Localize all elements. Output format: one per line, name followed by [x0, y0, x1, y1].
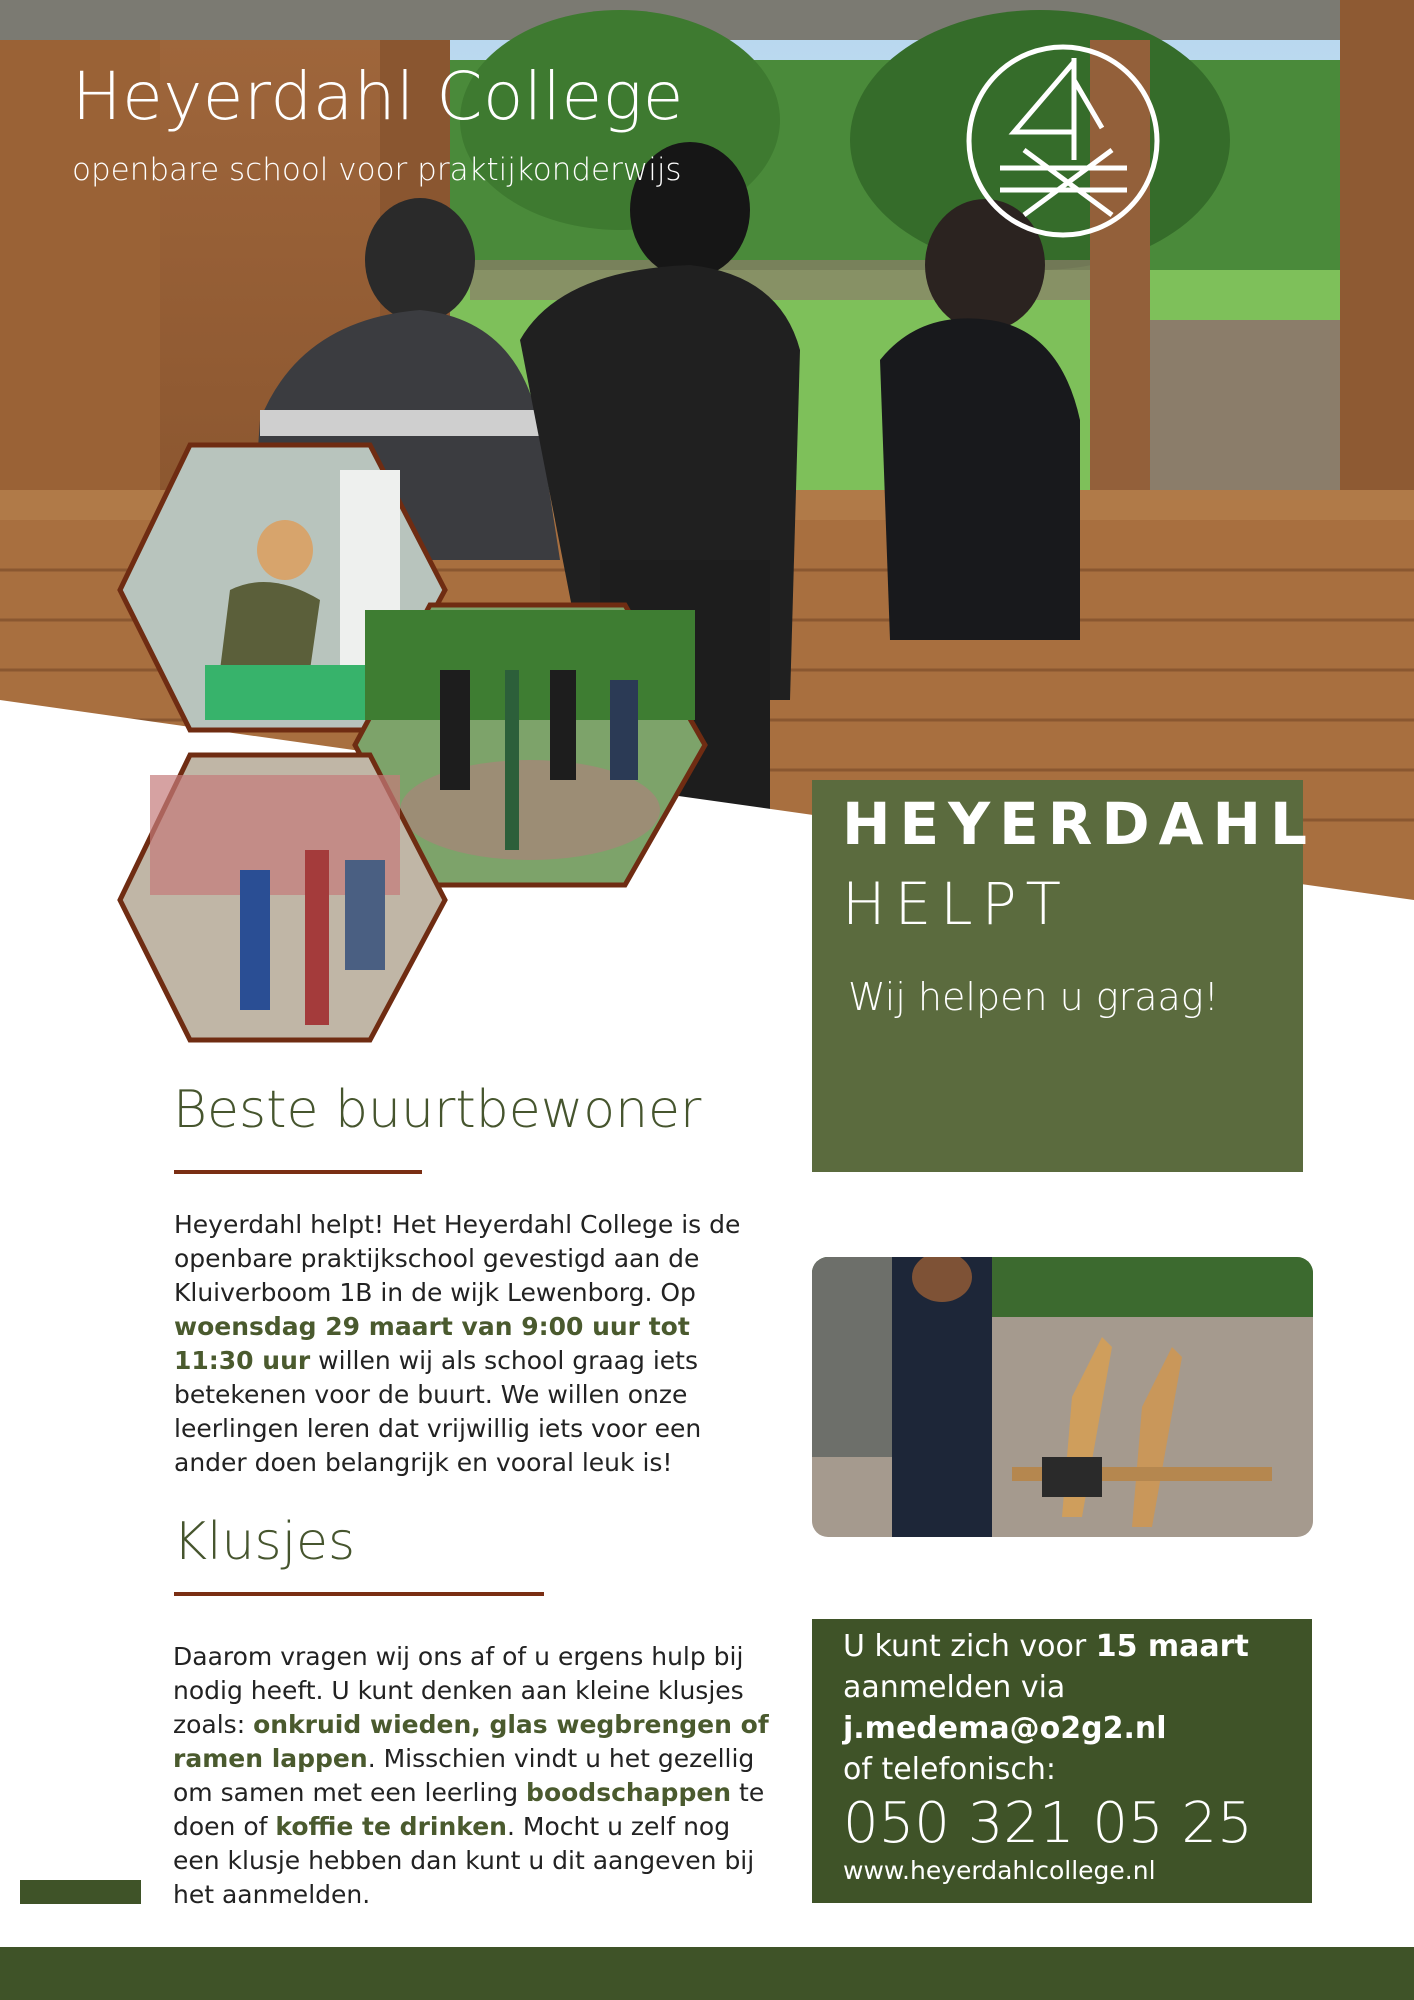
intro-heading: Beste buurtbewoner — [173, 1080, 702, 1140]
woodwork-photo — [812, 1257, 1313, 1537]
panel-tagline: Wij helpen u graag! — [848, 975, 1219, 1019]
klusjes-highlight-1: onkruid wieden, glas wegbrengen of ramen lappen — [173, 1710, 769, 1773]
footer-bar — [0, 1947, 1414, 2000]
klusjes-highlight-3: koffie te drinken — [275, 1812, 507, 1841]
hexagon-collage — [110, 430, 730, 1050]
intro-rule — [174, 1170, 422, 1174]
contact-line4: of telefonisch: — [843, 1752, 1056, 1787]
klusjes-highlight-2: boodschappen — [526, 1778, 732, 1807]
panel-title-line2: HELPT — [842, 870, 1070, 938]
intro-text-2: willen wij als school graag iets betekenen voor de buurt. We willen onze leerlingen leren dat vrijwillig iets voor een ander doen belangrijk en vooral leuk is! — [174, 1346, 702, 1477]
contact-website-link[interactable]: www.heyerdahlcollege.nl — [843, 1856, 1156, 1885]
contact-line1-text: U kunt zich voor — [843, 1629, 1096, 1664]
intro-paragraph — [174, 1208, 764, 1480]
contact-deadline: 15 maart — [1095, 1629, 1249, 1664]
accent-block — [20, 1880, 141, 1904]
klusjes-rule — [174, 1592, 544, 1596]
sailboat-logo-icon — [962, 40, 1164, 242]
klusjes-text-2: . Misschien vindt u het gezellig om samen met een leerling — [173, 1744, 755, 1807]
panel-title-line1: HEYERDAHL — [842, 790, 1316, 858]
intro-date-highlight: woensdag 29 maart van 9:00 uur tot 11:30 uur — [174, 1312, 690, 1375]
contact-line1 — [843, 1629, 1249, 1664]
brand-subtitle: openbare school voor praktijkonderwijs — [72, 152, 682, 188]
klusjes-paragraph — [173, 1640, 773, 1912]
brand-title: Heyerdahl College — [72, 58, 684, 135]
hex-photo-playground — [120, 755, 445, 1040]
klusjes-text-1: Daarom vragen wij ons af of u ergens hulp bij nodig heeft. U kunt denken aan kleine klusjes zoals: — [173, 1642, 744, 1739]
contact-box — [812, 1619, 1312, 1903]
contact-email-link[interactable]: j.medema@o2g2.nl — [843, 1711, 1167, 1746]
klusjes-heading: Klusjes — [173, 1512, 356, 1572]
contact-line2: aanmelden via — [843, 1670, 1066, 1705]
contact-phone[interactable]: 050 321 05 25 — [843, 1791, 1253, 1856]
klusjes-text-3: te doen of — [173, 1778, 765, 1841]
klusjes-text-4: . Mocht u zelf nog een klusje hebben dan kunt u dit aangeven bij het aanmelden. — [173, 1812, 755, 1909]
intro-text-1: Heyerdahl helpt! Het Heyerdahl College is de openbare praktijkschool gevestigd aan de Kluiverboom 1B in de wijk Lewenborg. Op — [174, 1210, 741, 1307]
